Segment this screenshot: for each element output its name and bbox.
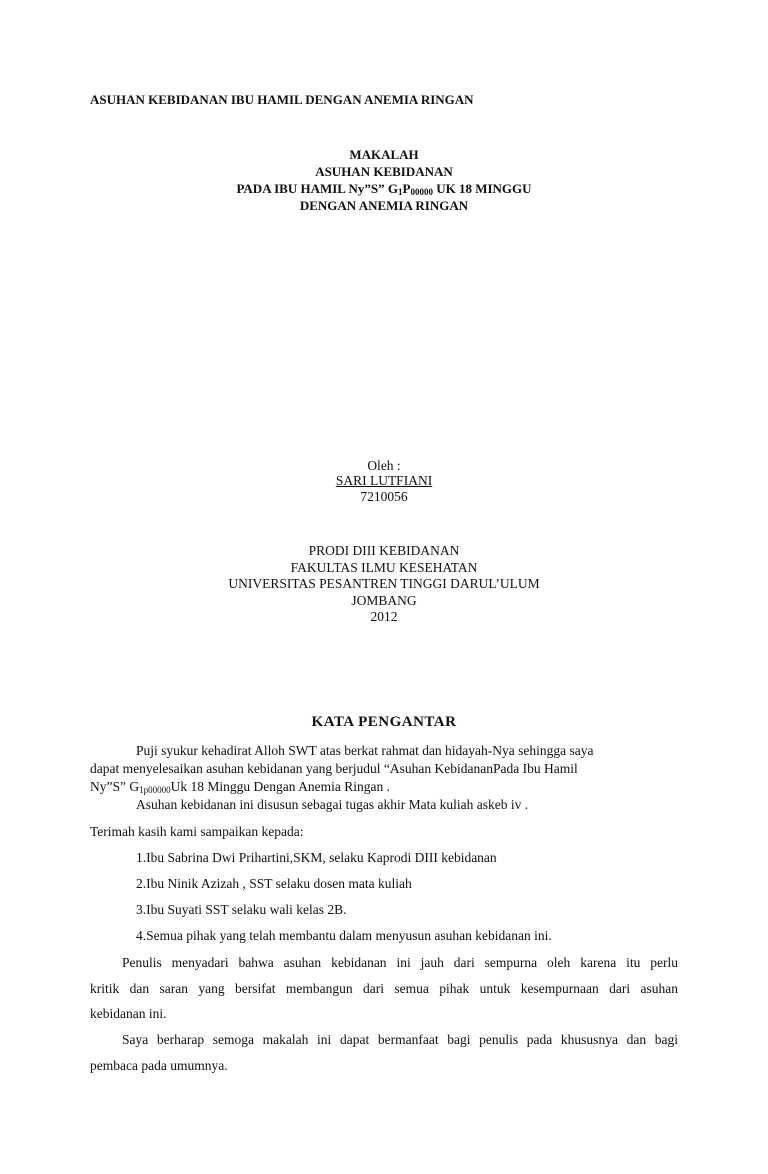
institution-prodi: PRODI DIII KEBIDANAN	[308, 543, 460, 558]
author-nim: 7210056	[360, 489, 408, 504]
institution-city: JOMBANG	[351, 593, 417, 608]
preface-p1-line3: Ny”S” $G_{1p00000}Uk$ 18 Minggu Dengan Anemia Ringan .	[90, 779, 390, 795]
preface-thanks: Terimah kasih kami sampaikan kepada:	[90, 824, 304, 839]
preface-list-item: 4.Semua pihak yang telah membantu dalam menyusun asuhan kebidanan ini.	[136, 928, 552, 943]
preface-p1-line2: dapat menyelesaikan asuhan kebidanan yang berjudul “Asuhan KebidananPada Ibu Hamil	[90, 761, 578, 776]
institution-university: UNIVERSITAS PESANTREN TINGGI DARUL’ULUM	[228, 576, 540, 591]
preface-p2-line3: kebidanan ini.	[90, 1006, 167, 1021]
preface-list-item: 2.Ibu Ninik Azizah , SST selaku dosen mata kuliah	[136, 876, 412, 891]
preface-p1-line1: Puji syukur kehadirat Alloh SWT atas berkat rahmat dan hidayah-Nya sehingga saya	[136, 743, 594, 758]
preface-title: KATA PENGANTAR	[311, 714, 457, 730]
preface-p2-line2: kritik dan saran yang bersifat membangun dari semua pihak untuk kesempurnaan dari asuhan	[90, 981, 678, 996]
institution-year: 2012	[370, 609, 398, 624]
cover-line-asuhan: ASUHAN KEBIDANAN	[315, 164, 453, 179]
institution-faculty: FAKULTAS ILMU KESEHATAN	[290, 560, 478, 575]
author-name: SARI LUTFIANI	[335, 473, 433, 488]
preface-list-item: 1.Ibu Sabrina Dwi Prihartini,SKM, selaku Kaprodi DIII kebidanan	[136, 850, 497, 865]
preface-p2-line1: Penulis menyadari bahwa asuhan kebidanan ini jauh dari sempurna oleh karena itu perlu	[122, 955, 678, 970]
author-oleh: Oleh :	[367, 458, 401, 473]
preface-p3-line2: pembaca pada umumnya.	[90, 1058, 228, 1073]
preface-p3-line1: Saya berharap semoga makalah ini dapat bermanfaat bagi penulis pada khususnya dan bagi	[122, 1032, 678, 1047]
preface-list-item: 3.Ibu Suyati SST selaku wali kelas 2B.	[136, 902, 347, 917]
preface-p1-line4: Asuhan kebidanan ini disusun sebagai tugas akhir Mata kuliah askeb iv .	[136, 797, 529, 812]
document-heading: ASUHAN KEBIDANAN IBU HAMIL DENGAN ANEMIA RINGAN	[90, 92, 474, 107]
cover-line-makalah: MAKALAH	[349, 147, 419, 162]
cover-line-condition: DENGAN ANEMIA RINGAN	[299, 198, 469, 213]
cover-line-subject: PADA IBU HAMIL Ny”S” $G_1P_{00000}$ UK 18 MINGGU	[236, 181, 532, 197]
